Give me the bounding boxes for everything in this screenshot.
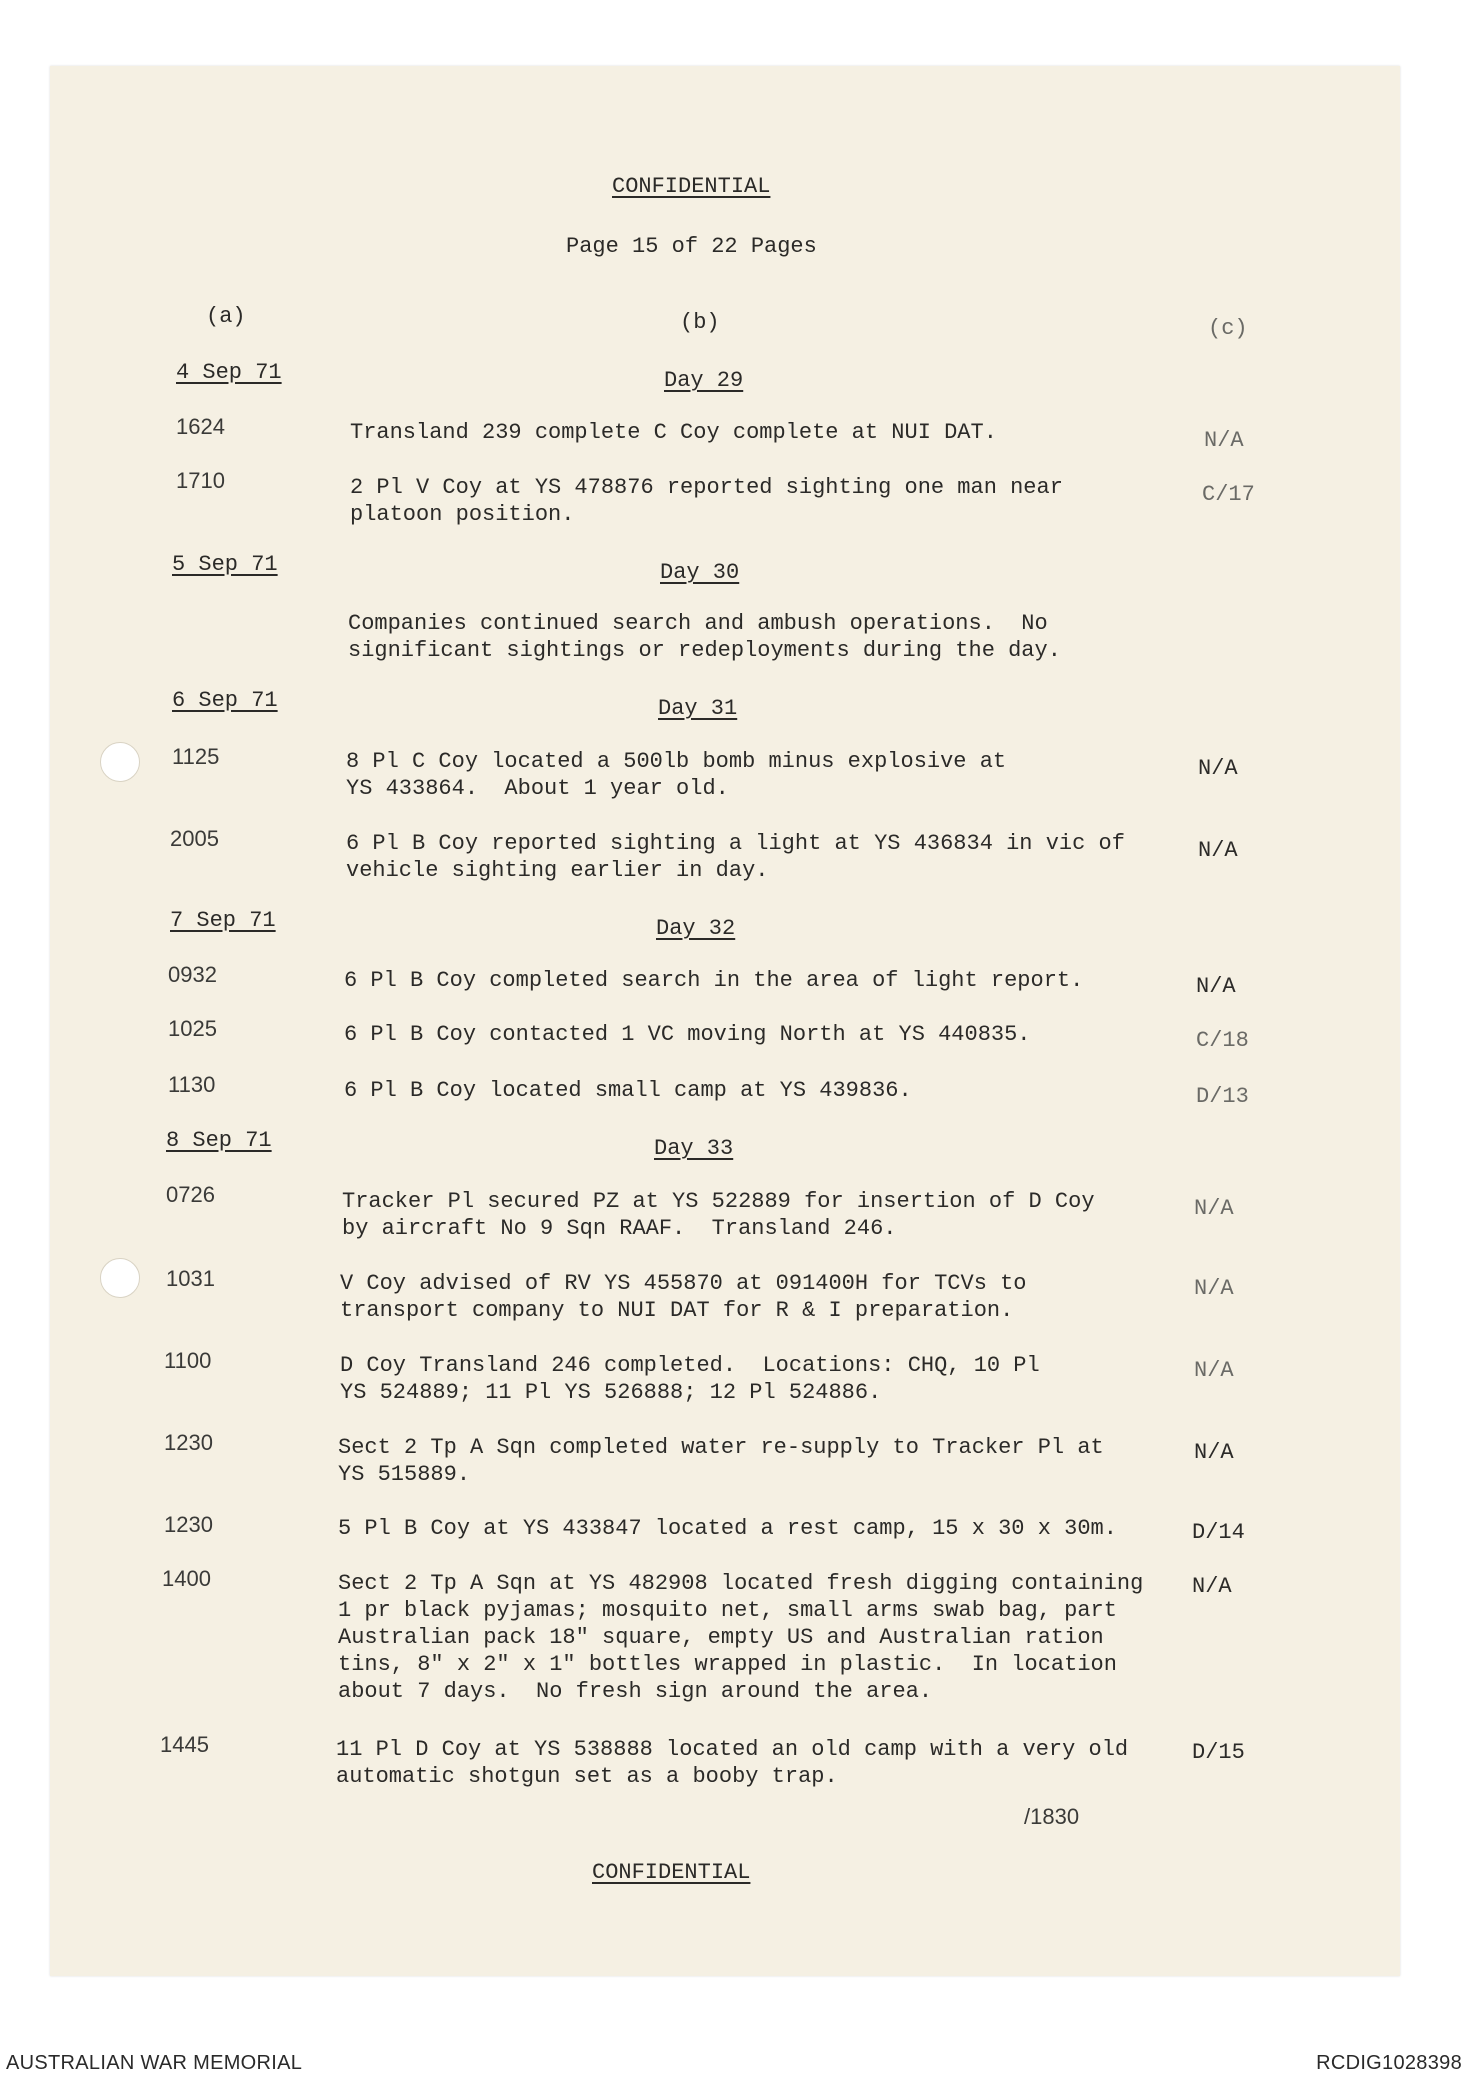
column-c-header: (c): [1208, 316, 1248, 341]
entry-text: 6 Pl B Coy located small camp at YS 439836.: [344, 1078, 912, 1103]
entry-time: 1025: [168, 1016, 217, 1041]
entry-time: 1400: [162, 1566, 211, 1591]
classification-top: CONFIDENTIAL: [612, 174, 771, 199]
day-note: Companies continued search and ambush operations. No significant sightings or redeployments during the day.: [348, 611, 1061, 663]
continuation-marker: /1830: [1024, 1804, 1080, 1829]
entry-text: 8 Pl C Coy located a 500lb bomb minus explosive at YS 433864. About 1 year old.: [346, 749, 1007, 801]
classification-bottom: CONFIDENTIAL: [592, 1860, 751, 1885]
day-heading: Day 29: [664, 368, 744, 393]
entry-text: 6 Pl B Coy contacted 1 VC moving North at YS 440835.: [344, 1022, 1031, 1047]
entry-ref: C/18: [1196, 1028, 1249, 1053]
date-label: 8 Sep 71: [166, 1128, 272, 1153]
entry-ref: N/A: [1194, 1196, 1234, 1221]
entry-text: 2 Pl V Coy at YS 478876 reported sighting one man near platoon position.: [350, 475, 1063, 527]
entry-ref: N/A: [1194, 1440, 1234, 1465]
punch-hole: [100, 1258, 140, 1298]
entry-text: 6 Pl B Coy reported sighting a light at YS 436834 in vic of vehicle sighting earlier in day.: [346, 831, 1125, 883]
entry-time: 1445: [160, 1732, 209, 1757]
entry-text: 11 Pl D Coy at YS 538888 located an old camp with a very old automatic shotgun set as a booby trap.: [336, 1737, 1129, 1789]
date-label: 5 Sep 71: [172, 552, 278, 577]
record-id: RCDIG1028398: [1316, 2052, 1462, 2074]
entry-ref: D/13: [1196, 1084, 1249, 1109]
entry-ref: N/A: [1198, 838, 1238, 863]
entry-text: 5 Pl B Coy at YS 433847 located a rest camp, 15 x 30 x 30m.: [338, 1516, 1117, 1541]
column-b-header: (b): [680, 310, 720, 335]
entry-text: V Coy advised of RV YS 455870 at 091400H for TCVs to transport company to NUI DAT for R & I preparation.: [340, 1271, 1027, 1323]
entry-text: Sect 2 Tp A Sqn completed water re-supply to Tracker Pl at YS 515889.: [338, 1435, 1104, 1487]
archive-credit: AUSTRALIAN WAR MEMORIAL: [6, 2052, 303, 2074]
entry-time: 1230: [164, 1512, 213, 1537]
entry-text: D Coy Transland 246 completed. Locations: CHQ, 10 Pl YS 524889; 11 Pl YS 526888; 12 Pl 524886.: [340, 1353, 1040, 1405]
entry-time: 1125: [172, 744, 220, 769]
entry-time: 1100: [164, 1348, 212, 1373]
entry-ref: N/A: [1192, 1574, 1232, 1599]
entry-ref: N/A: [1198, 756, 1238, 781]
page-label: Page 15 of 22 Pages: [566, 234, 817, 259]
entry-ref: D/14: [1192, 1520, 1245, 1545]
entry-time: 1710: [176, 468, 225, 493]
entry-time: 1130: [168, 1072, 216, 1097]
date-label: 6 Sep 71: [172, 688, 278, 713]
day-heading: Day 33: [654, 1136, 734, 1161]
date-label: 4 Sep 71: [176, 360, 282, 385]
entry-time: 2005: [170, 826, 219, 851]
entry-text: Tracker Pl secured PZ at YS 522889 for insertion of D Coy by aircraft No 9 Sqn RAAF. Transland 246.: [342, 1189, 1095, 1241]
entry-time: 1031: [166, 1266, 215, 1291]
entry-time: 1624: [176, 414, 225, 439]
entry-time: 0726: [166, 1182, 215, 1207]
entry-ref: N/A: [1204, 428, 1244, 453]
entry-text: 6 Pl B Coy completed search in the area of light report.: [344, 968, 1084, 993]
entry-ref: N/A: [1194, 1276, 1234, 1301]
entry-text: Sect 2 Tp A Sqn at YS 482908 located fresh digging containing 1 pr black pyjamas; mosquito net, small arms swab bag, part Australian pack 18" square, empty US and Australian ration tins, 8" x 2" x 1" bottles wrapped in plastic. In location about 7 days. No fresh sign around the area.: [338, 1571, 1144, 1704]
punch-hole: [100, 742, 140, 782]
entry-ref: D/15: [1192, 1740, 1245, 1765]
entry-text: Transland 239 complete C Coy complete at NUI DAT.: [350, 420, 997, 445]
day-heading: Day 31: [658, 696, 738, 721]
entry-time: 0932: [168, 962, 217, 987]
entry-ref: C/17: [1202, 482, 1255, 507]
day-heading: Day 32: [656, 916, 736, 941]
entry-time: 1230: [164, 1430, 213, 1455]
day-heading: Day 30: [660, 560, 740, 585]
entry-ref: N/A: [1194, 1358, 1234, 1383]
entry-ref: N/A: [1196, 974, 1236, 999]
column-a-header: (a): [206, 304, 246, 329]
date-label: 7 Sep 71: [170, 908, 276, 933]
